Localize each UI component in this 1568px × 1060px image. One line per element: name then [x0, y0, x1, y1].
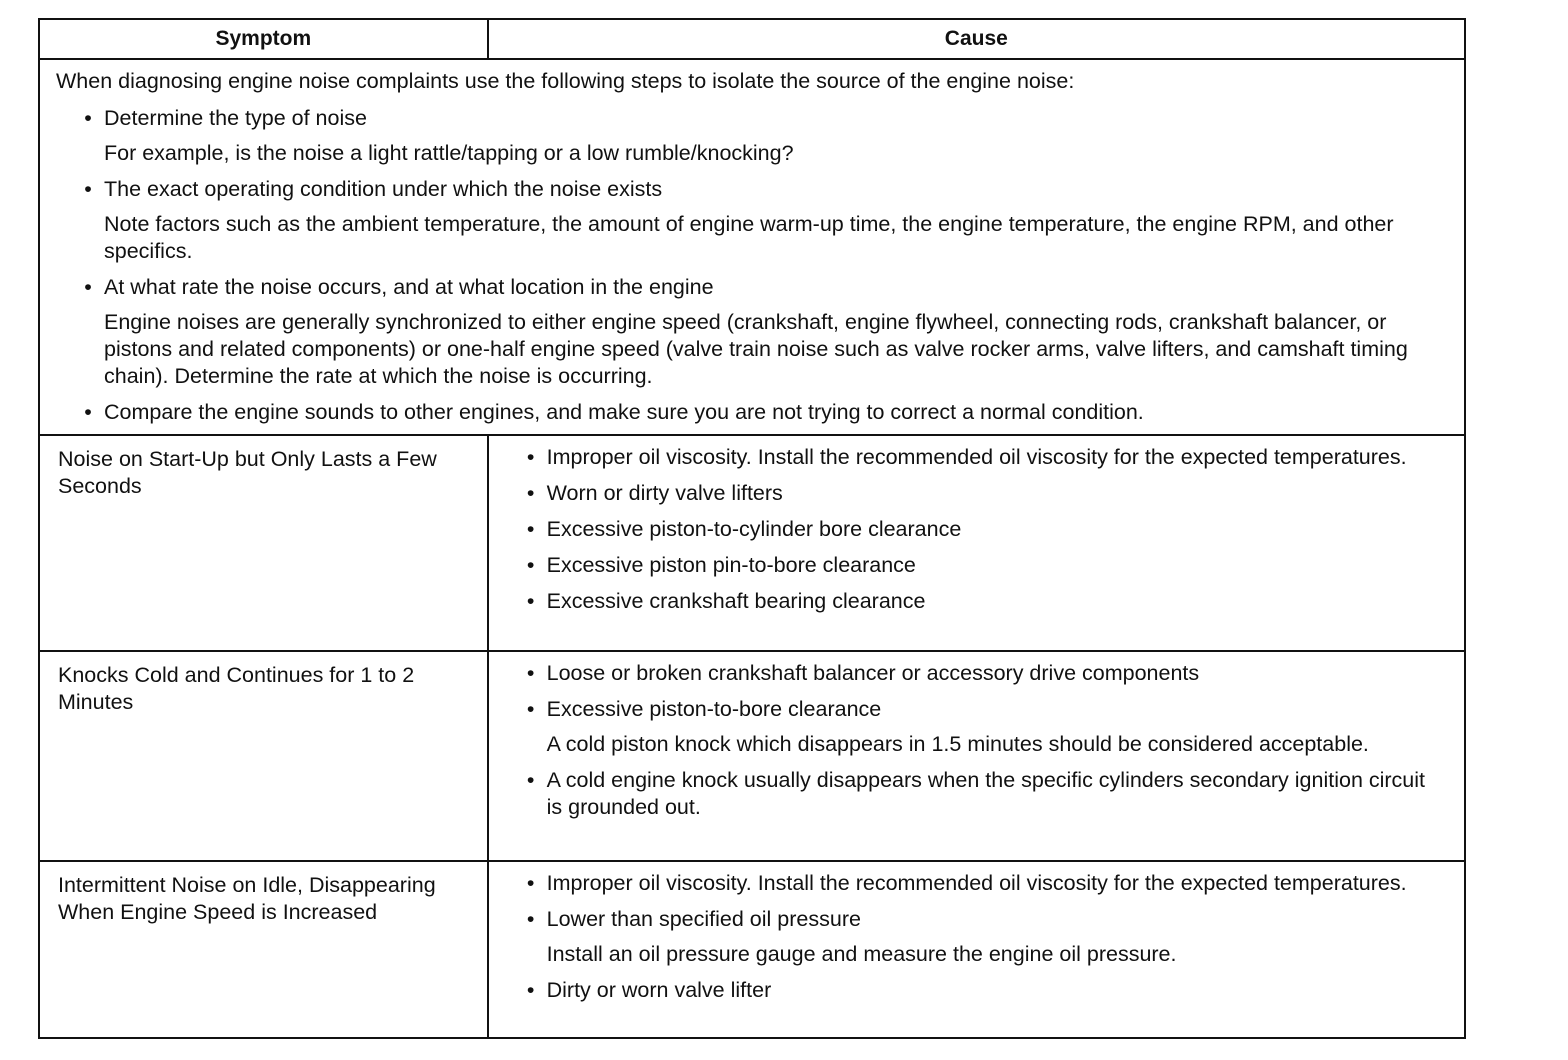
list-item	[56, 105, 1448, 167]
symptom-cell: Knocks Cold and Continues for 1 to 2 Minutes	[39, 651, 488, 861]
bullet-text: The exact operating condition under which the noise exists	[104, 177, 663, 201]
list-item	[501, 660, 1434, 687]
bullet-note: Engine noises are generally synchronized to either engine speed (crankshaft, engine flywheel, connecting rods, crankshaft balancer, or pistons and related components) or one-half engine speed (valve train noise such as valve rocker arms, valve lifters, and camshaft timing chain). Determine the rate at which the noise is occurring.	[104, 310, 1408, 388]
list-item	[56, 399, 1448, 426]
list-item	[56, 176, 1448, 265]
list-item	[501, 696, 1434, 758]
bullet-text: Loose or broken crankshaft balancer or accessory drive components	[546, 661, 1200, 685]
cause-cell	[488, 435, 1465, 651]
symptom-cell: Intermittent Noise on Idle, Disappearing When Engine Speed is Increased	[39, 861, 488, 1038]
bullet-text: Worn or dirty valve lifters	[546, 481, 783, 505]
bullet-text: Lower than specified oil pressure	[546, 907, 861, 931]
list-item	[501, 906, 1434, 968]
bullet-icon: •	[84, 106, 92, 130]
list-item	[501, 480, 1434, 507]
list-item	[56, 274, 1448, 390]
bullet-note: For example, is the noise a light rattle/tapping or a low rumble/knocking?	[104, 141, 794, 165]
bullet-text: Compare the engine sounds to other engines, and make sure you are not trying to correct a normal condition.	[104, 400, 1144, 424]
bullet-icon: •	[526, 871, 535, 895]
cause-cell	[488, 861, 1465, 1038]
bullet-text: Excessive crankshaft bearing clearance	[546, 589, 926, 613]
list-item	[501, 552, 1434, 579]
bullet-text: Excessive piston pin-to-bore clearance	[546, 553, 916, 577]
bullet-icon: •	[526, 589, 535, 613]
bullet-icon: •	[526, 517, 535, 541]
bullet-text: Excessive piston-to-cylinder bore clearance	[546, 517, 962, 541]
bullet-icon: •	[526, 907, 535, 931]
bullet-icon: •	[526, 697, 535, 721]
table-row	[39, 861, 1465, 1038]
list-item	[501, 444, 1434, 471]
bullet-icon: •	[84, 177, 92, 201]
diagnosis-table	[38, 18, 1466, 1039]
list-item	[501, 977, 1434, 1004]
table-header-row	[39, 19, 1465, 59]
symptom-cell: Noise on Start-Up but Only Lasts a Few Seconds	[39, 435, 488, 651]
cause-bullet-list	[501, 444, 1434, 615]
bullet-text: Improper oil viscosity. Install the recommended oil viscosity for the expected temperatures.	[546, 871, 1407, 895]
bullet-note: Install an oil pressure gauge and measure the engine oil pressure.	[546, 942, 1177, 966]
bullet-icon: •	[84, 275, 92, 299]
intro-bullet-list	[56, 105, 1448, 426]
bullet-icon: •	[526, 768, 535, 792]
bullet-icon: •	[526, 481, 535, 505]
list-item	[501, 767, 1434, 821]
bullet-text: A cold engine knock usually disappears when the specific cylinders secondary ignition circuit is grounded out.	[546, 768, 1426, 819]
bullet-text: Determine the type of noise	[104, 106, 367, 130]
bullet-icon: •	[526, 978, 535, 1002]
bullet-icon: •	[526, 445, 535, 469]
intro-row	[39, 59, 1465, 435]
bullet-text: At what rate the noise occurs, and at what location in the engine	[104, 275, 714, 299]
bullet-icon: •	[526, 661, 535, 685]
bullet-text: Dirty or worn valve lifter	[546, 978, 772, 1002]
bullet-note: Note factors such as the ambient temperature, the amount of engine warm-up time, the engine temperature, the engine RPM, and other specifics.	[104, 212, 1394, 263]
symptom-header: Symptom	[39, 19, 488, 59]
intro-text: When diagnosing engine noise complaints use the following steps to isolate the source of the engine noise:	[56, 69, 1075, 93]
list-item	[501, 516, 1434, 543]
table-row	[39, 651, 1465, 861]
bullet-text: Improper oil viscosity. Install the recommended oil viscosity for the expected temperatures.	[546, 445, 1407, 469]
bullet-note: A cold piston knock which disappears in 1.5 minutes should be considered acceptable.	[546, 732, 1369, 756]
table-row	[39, 435, 1465, 651]
bullet-icon: •	[526, 553, 535, 577]
cause-header: Cause	[488, 19, 1465, 59]
cause-bullet-list	[501, 870, 1434, 1004]
list-item	[501, 588, 1434, 615]
bullet-text: Excessive piston-to-bore clearance	[546, 697, 882, 721]
cause-bullet-list	[501, 660, 1434, 821]
intro-cell	[39, 59, 1465, 435]
cause-cell	[488, 651, 1465, 861]
bullet-icon: •	[84, 400, 92, 424]
list-item	[501, 870, 1434, 897]
